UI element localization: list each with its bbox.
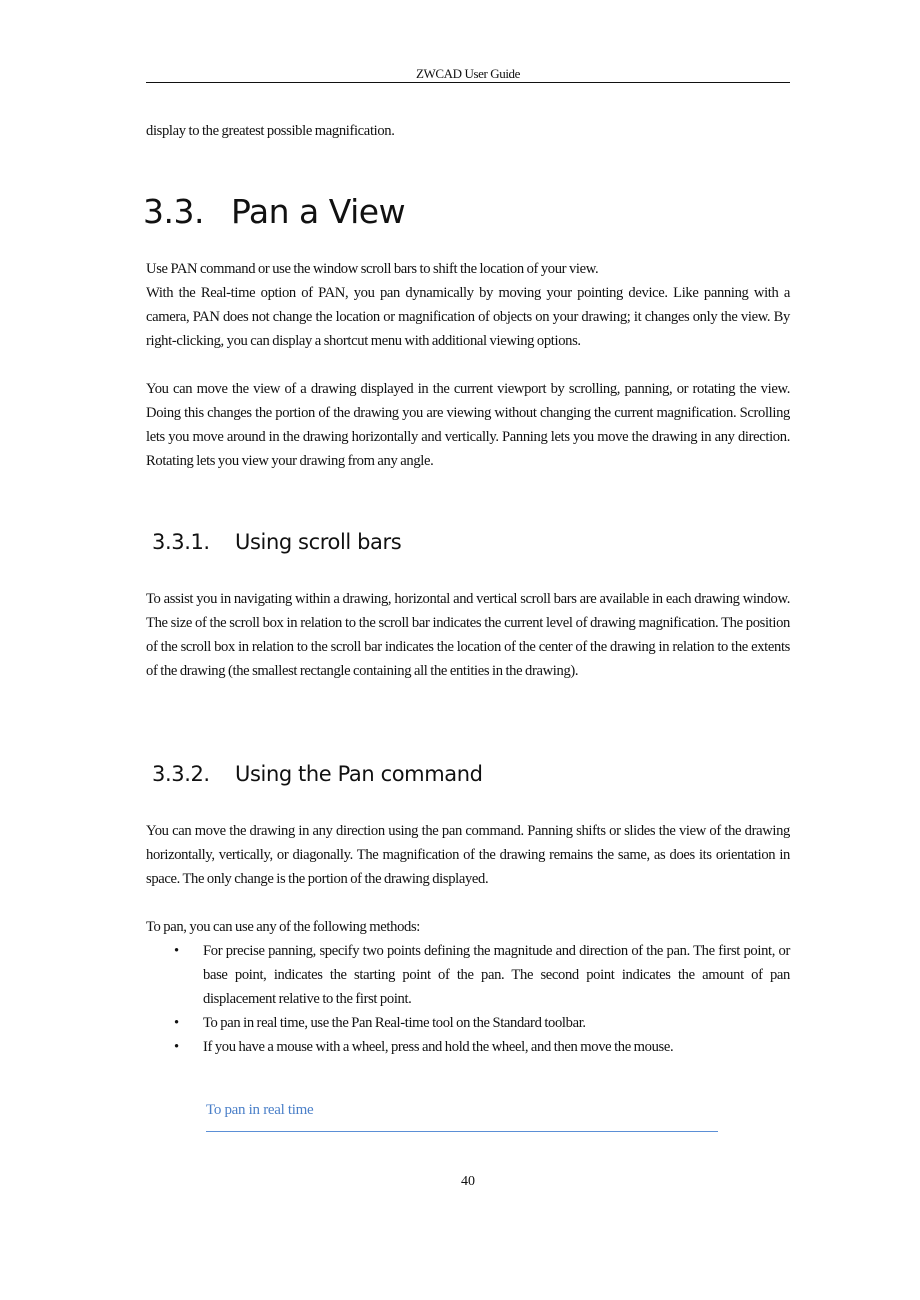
methods-list	[146, 939, 790, 1059]
intro-fragment: display to the greatest possible magnification.	[146, 123, 395, 139]
list-item-text: To pan in real time, use the Pan Real-time tool on the Standard toolbar.	[203, 1015, 586, 1031]
section-number: 3.3.	[143, 192, 204, 231]
section-paragraph: Use PAN command or use the window scroll bars to shift the location of your view.	[146, 261, 599, 277]
section-heading	[143, 192, 405, 231]
subsection-heading	[152, 530, 401, 554]
list-item	[146, 1011, 790, 1035]
subsection-heading	[152, 762, 483, 786]
bullet-icon: •	[174, 1039, 179, 1055]
procedure-heading-rule	[206, 1131, 718, 1132]
subsection-paragraph: You can move the drawing in any direction using the pan command. Panning shifts or slides the view of the drawing horizontally, vertically, or diagonally. The magnification of the drawing remains the same, as does its orientation in space. The only change is the portion of the drawing displayed.	[146, 823, 790, 887]
subsection-paragraph: To assist you in navigating within a drawing, horizontal and vertical scroll bars are available in each drawing window. The size of the scroll box in relation to the scroll bar indicates the current level of drawing magnification. The position of the scroll box in relation to the scroll bar indicates the location of the center of the drawing in relation to the extents of the drawing (the smallest rectangle containing all the entities in the drawing).	[146, 591, 790, 679]
section-paragraph: With the Real-time option of PAN, you pan dynamically by moving your pointing device. Like panning with a camera, PAN does not change the location or magnification of objects on your drawing; it changes only the view. By right-clicking, you can display a shortcut menu with additional viewing options.	[146, 285, 790, 349]
list-item	[146, 939, 790, 1011]
subsection-title: Using the Pan command	[235, 762, 483, 786]
page-number: 40	[461, 1174, 475, 1189]
list-item-text: For precise panning, specify two points defining the magnitude and direction of the pan. The first point, or base point, indicates the starting point of the pan. The second point indicates the amount of pan displacement relative to the first point.	[203, 943, 790, 1007]
subsection-number: 3.3.1.	[152, 530, 210, 554]
list-item	[146, 1035, 790, 1059]
methods-intro: To pan, you can use any of the following methods:	[146, 919, 421, 935]
bullet-icon: •	[174, 943, 179, 959]
procedure-heading: To pan in real time	[206, 1102, 314, 1118]
header-rule	[146, 82, 790, 83]
subsection-title: Using scroll bars	[235, 530, 402, 554]
section-paragraph: You can move the view of a drawing displayed in the current viewport by scrolling, panning, or rotating the view. Doing this changes the portion of the drawing you are viewing without changing the current magnification. Scrolling lets you move around in the drawing horizontally and vertically. Panning lets you move the drawing in any direction. Rotating lets you view your drawing from any angle.	[146, 381, 790, 469]
bullet-icon: •	[174, 1015, 179, 1031]
list-item-text: If you have a mouse with a wheel, press and hold the wheel, and then move the mouse.	[203, 1039, 674, 1055]
subsection-number: 3.3.2.	[152, 762, 210, 786]
section-title: Pan a View	[231, 192, 406, 231]
running-header: ZWCAD User Guide	[415, 66, 521, 81]
